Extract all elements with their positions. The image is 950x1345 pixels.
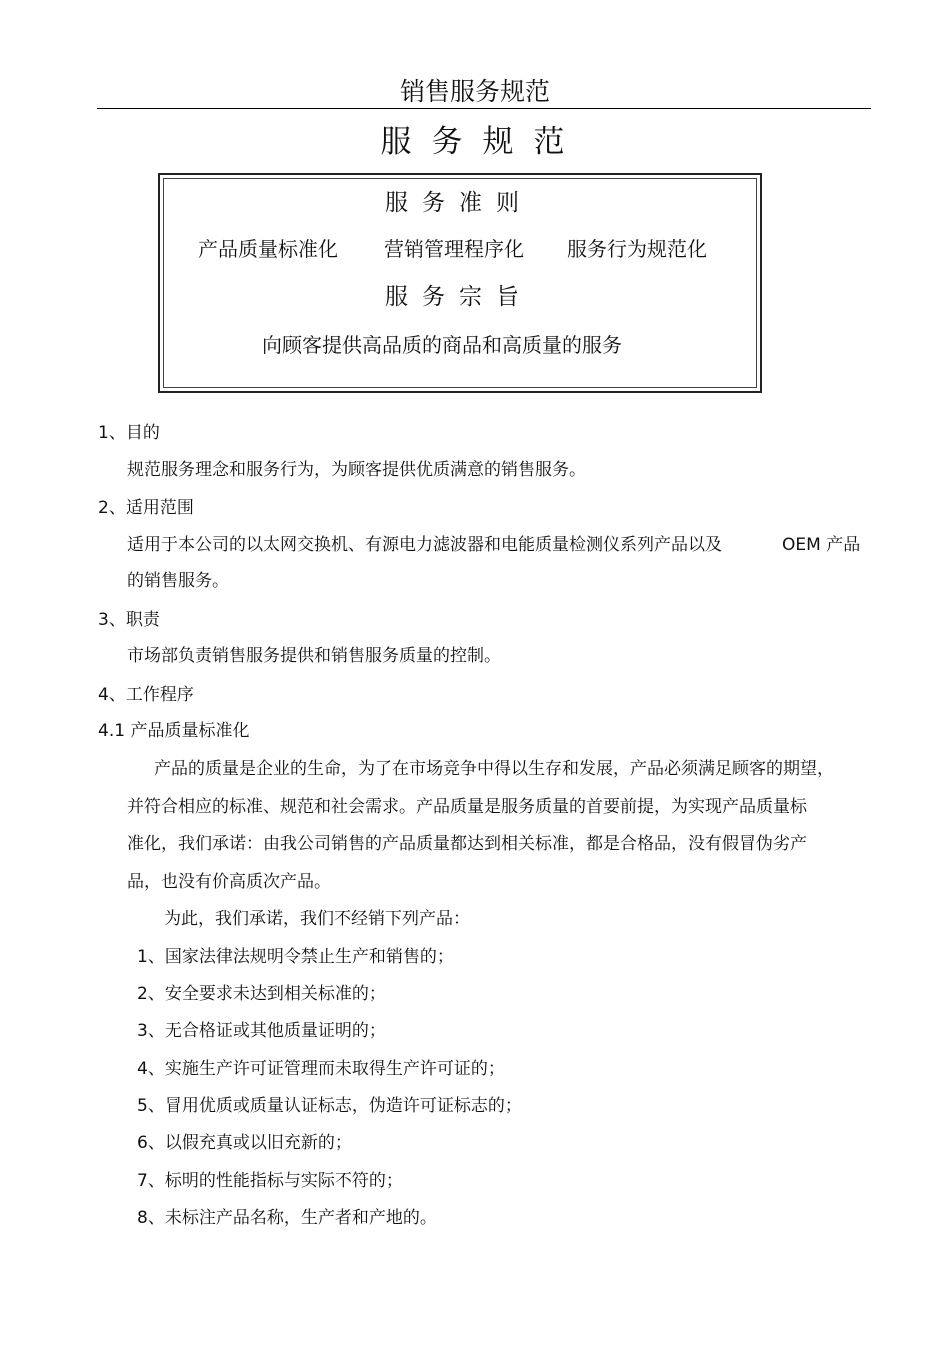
paragraph-line: 产品的质量是企业的生命，为了在市场竞争中得以生存和发展，产品必须满足顾客的期望， [154,759,834,779]
principles-heading: 服务准则 [385,190,533,216]
section-body-line-tail: OEM 产品 [782,535,861,555]
list-item: 4、实施生产许可证管理而未取得生产许可证的； [137,1059,505,1079]
principle-item: 营销管理程序化 [384,237,524,261]
section-body-line: 的销售服务。 [127,571,229,591]
list-item: 5、冒用优质或质量认证标志，伪造许可证标志的； [137,1096,522,1116]
section-body-line: 适用于本公司的以太网交换机、有源电力滤波器和电能质量检测仪系列产品以及 [127,535,722,555]
purpose-heading: 服务宗旨 [385,284,533,310]
section-heading: 4、工作程序 [98,685,194,705]
list-item: 1、国家法律法规明令禁止生产和销售的； [137,947,454,967]
list-item: 3、无合格证或其他质量证明的； [137,1021,386,1041]
header-title: 销售服务规范 [399,77,550,106]
paragraph-line: 并符合相应的标准、规范和社会需求。产品质量是服务质量的首要前提，为实现产品质量标 [127,797,807,817]
list-item: 7、标明的性能指标与实际不符的； [137,1171,403,1191]
principle-item: 产品质量标准化 [198,237,338,261]
paragraph-line: 品，也没有价高质次产品。 [127,872,331,892]
list-item: 8、未标注产品名称，生产者和产地的。 [137,1208,437,1228]
section-heading: 2、适用范围 [98,498,194,518]
principle-item: 服务行为规范化 [567,237,707,261]
list-intro: 为此，我们承诺，我们不经销下列产品： [164,909,470,929]
section-body: 市场部负责销售服务提供和销售服务质量的控制。 [127,646,501,666]
purpose-text: 向顾客提供高品质的商品和高质量的服务 [262,333,622,357]
list-item: 2、安全要求未达到相关标准的； [137,984,386,1004]
section-heading: 3、职责 [98,610,160,630]
section-heading: 1、目的 [98,423,160,443]
document-title: 服务规范 [380,124,585,160]
header-divider [97,108,871,109]
subsection-heading: 4.1 产品质量标准化 [98,721,250,741]
paragraph-line: 准化，我们承诺：由我公司销售的产品质量都达到相关标准，都是合格品，没有假冒伪劣产 [127,834,807,854]
list-item: 6、以假充真或以旧充新的； [137,1133,352,1153]
section-body: 规范服务理念和服务行为，为顾客提供优质满意的销售服务。 [127,460,586,480]
